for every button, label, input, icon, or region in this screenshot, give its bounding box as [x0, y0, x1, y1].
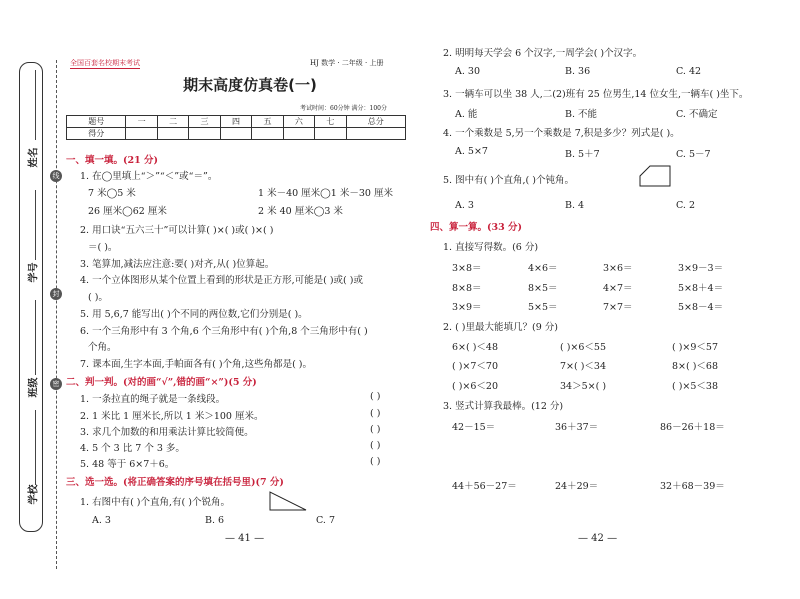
score-table-header: 二 [157, 116, 188, 128]
judge-answer[interactable]: ( ) [370, 440, 381, 451]
question-1-6: 6. 一个三角形中有 3 个角,6 个三角形中有( )个角,8 个三角形中有( ) [80, 326, 368, 337]
score-cell[interactable] [157, 128, 188, 140]
choice-5-option[interactable]: B. 4 [565, 200, 585, 211]
school-line [35, 410, 36, 485]
vertical-calc-item: 42－15＝ [452, 422, 496, 433]
score-table-header: 一 [126, 116, 157, 128]
student-id-line [35, 190, 36, 260]
student-id-label: 学号 [28, 262, 40, 283]
calc-item: 5×5＝ [528, 302, 558, 313]
class-line [35, 300, 36, 375]
choice-2: 2. 明明每天学会 6 个汉字,一周学会( )个汉字。 [443, 48, 643, 59]
score-table-header: 六 [283, 116, 314, 128]
score-cell[interactable] [189, 128, 220, 140]
page-number-right: — 42 — [578, 533, 618, 544]
compare-item: 26 厘米◯62 厘米 [88, 206, 167, 217]
choice-1: 1. 右图中有( )个直角,有( )个锐角。 [80, 497, 230, 508]
fill-item: 6×( )＜48 [452, 342, 499, 353]
judge-answer[interactable]: ( ) [370, 456, 381, 467]
question-1-2: 2. 用口诀“五六三十”可以计算( )×( )或( )×( ) [80, 225, 274, 236]
calc-item: 3×8＝ [452, 263, 482, 274]
calc-3-title: 3. 竖式计算我最棒。(12 分) [443, 401, 564, 412]
brand-banner: 全国百套名校期末考试 [70, 59, 140, 67]
cut-mark-secret: 密 [50, 378, 62, 390]
fill-item: 7×( )＜34 [560, 361, 607, 372]
fill-item: 34＞5×( ) [560, 381, 607, 392]
score-table-header: 五 [252, 116, 283, 128]
score-table-header: 四 [220, 116, 251, 128]
question-1-6-cont: 个角。 [88, 342, 117, 353]
score-table-header: 三 [189, 116, 220, 128]
judge-answer[interactable]: ( ) [370, 391, 381, 402]
score-cell[interactable] [346, 128, 405, 140]
score-cell[interactable] [315, 128, 346, 140]
question-1-1: 1. 在◯里填上“＞”“＜”或“＝”。 [80, 171, 218, 182]
calc-item: 8×8＝ [452, 283, 482, 294]
score-table-score-row [67, 128, 406, 140]
vertical-calc-item: 86－26＋18＝ [660, 422, 725, 433]
score-row-label: 得分 [67, 128, 126, 140]
school-label: 学校 [28, 484, 40, 505]
question-1-3: 3. 笔算加,减法应注意:要( )对齐,从( )位算起。 [80, 259, 275, 270]
choice-3: 3. 一辆车可以坐 38 人,二(2)班有 25 位男生,14 位女生,一辆车( )坐下。 [443, 89, 749, 100]
page-number-left: — 41 — [225, 533, 265, 544]
calc-1-title: 1. 直接写得数。(6 分) [443, 242, 539, 253]
calc-item: 5×8－4＝ [678, 302, 724, 313]
score-table-header: 总分 [346, 116, 405, 128]
score-cell[interactable] [252, 128, 283, 140]
section-4-title: 四、算一算。(33 分) [430, 222, 523, 233]
score-table-header: 题号 [67, 116, 126, 128]
score-table [66, 115, 406, 140]
calc-2-title: 2. ( )里最大能填几？(9 分) [443, 322, 558, 333]
choice-4-option[interactable]: B. 5＋7 [565, 149, 600, 160]
cut-mark-seal: 封 [50, 288, 62, 300]
calc-item: 8×5＝ [528, 283, 558, 294]
score-cell[interactable] [283, 128, 314, 140]
judge-item: 5. 48 等于 6×7＋6。 [80, 459, 175, 470]
vertical-calc-item: 32＋68－39＝ [660, 481, 725, 492]
choice-4-option[interactable]: A. 5×7 [455, 146, 488, 157]
class-label: 班级 [28, 377, 40, 398]
fill-item: ( )×9＜57 [672, 342, 719, 353]
calc-item: 3×9－3＝ [678, 263, 724, 274]
question-1-4-cont: ( )。 [88, 292, 108, 303]
fill-item: ( )×7＜70 [452, 361, 499, 372]
score-cell[interactable] [220, 128, 251, 140]
compare-item: 7 米◯5 米 [88, 188, 136, 199]
choice-3-option[interactable]: C. 不确定 [676, 109, 718, 120]
question-1-2-cont: ＝( )。 [88, 242, 118, 253]
pentagon-figure [638, 164, 672, 188]
judge-answer[interactable]: ( ) [370, 424, 381, 435]
choice-2-option[interactable]: C. 42 [676, 66, 702, 77]
choice-5-option[interactable]: C. 2 [676, 200, 696, 211]
score-cell[interactable] [126, 128, 157, 140]
compare-item: 2 米 40 厘米◯3 米 [258, 206, 343, 217]
name-line [35, 70, 36, 140]
calc-item: 5×8＋4＝ [678, 283, 724, 294]
exam-title: 期末高度仿真卷(一) [183, 76, 317, 94]
name-label: 姓名 [28, 147, 40, 168]
cut-mark-line: 线 [50, 170, 62, 182]
exam-info: 考试时间：60分钟 满分：100分 [300, 105, 387, 112]
choice-1-option[interactable]: A. 3 [92, 515, 111, 526]
calc-item: 4×6＝ [528, 263, 558, 274]
question-1-7: 7. 课本面,生字本面,手帕面各有( )个角,这些角都是( )。 [80, 359, 313, 370]
judge-answer[interactable]: ( ) [370, 408, 381, 419]
choice-5-option[interactable]: A. 3 [455, 200, 474, 211]
judge-item: 4. 5 个 3 比 7 个 3 多。 [80, 443, 185, 454]
compare-item: 1 米－40 厘米◯1 米－30 厘米 [258, 188, 393, 199]
question-1-5: 5. 用 5,6,7 能写出( )个不同的两位数,它们分别是( )。 [80, 309, 308, 320]
choice-1-option[interactable]: C. 7 [316, 515, 336, 526]
binding-strip [19, 62, 43, 532]
right-triangle-figure [268, 490, 308, 512]
choice-5: 5. 图中有( )个直角,( )个钝角。 [443, 175, 574, 186]
calc-item: 3×6＝ [603, 263, 633, 274]
section-3-title: 三、选一选。(将正确答案的序号填在括号里)(7 分) [66, 477, 284, 488]
calc-item: 3×9＝ [452, 302, 482, 313]
judge-item: 2. 1 米比 1 厘米长,所以 1 米＞100 厘米。 [80, 411, 264, 422]
fill-item: ( )×6＜20 [452, 381, 499, 392]
choice-4: 4. 一个乘数是 5,另一个乘数是 7,积是多少？列式是( )。 [443, 128, 680, 139]
vertical-calc-item: 24＋29＝ [555, 481, 599, 492]
section-2-title: 二、判一判。(对的画“√”,错的画“×”)(5 分) [66, 377, 257, 388]
choice-4-option[interactable]: C. 5－7 [676, 149, 711, 160]
choice-2-option[interactable]: A. 30 [455, 66, 480, 77]
question-1-4: 4. 一个立体图形从某个位置上看到的形状是正方形,可能是( )或( )或 [80, 275, 363, 286]
score-table-header: 七 [315, 116, 346, 128]
choice-3-option[interactable]: A. 能 [455, 109, 478, 120]
fill-item: ( )×5＜38 [672, 381, 719, 392]
choice-2-option[interactable]: B. 36 [565, 66, 591, 77]
choice-3-option[interactable]: B. 不能 [565, 109, 598, 120]
vertical-calc-item: 36＋37＝ [555, 422, 599, 433]
judge-item: 3. 求几个加数的和用乘法计算比较简便。 [80, 427, 254, 438]
calc-item: 4×7＝ [603, 283, 633, 294]
cut-dashed-line [56, 60, 57, 569]
judge-item: 1. 一条拉直的绳子就是一条线段。 [80, 394, 226, 405]
fill-item: 8×( )＜68 [672, 361, 719, 372]
fill-item: ( )×6＜55 [560, 342, 607, 353]
section-1-title: 一、填一填。(21 分) [66, 155, 159, 166]
choice-1-option[interactable]: B. 6 [205, 515, 225, 526]
vertical-calc-item: 44＋56－27＝ [452, 481, 517, 492]
grade-label: HJ 数学 · 二年级 · 上册 [310, 59, 384, 67]
score-table-header-row [67, 116, 406, 128]
calc-item: 7×7＝ [603, 302, 633, 313]
